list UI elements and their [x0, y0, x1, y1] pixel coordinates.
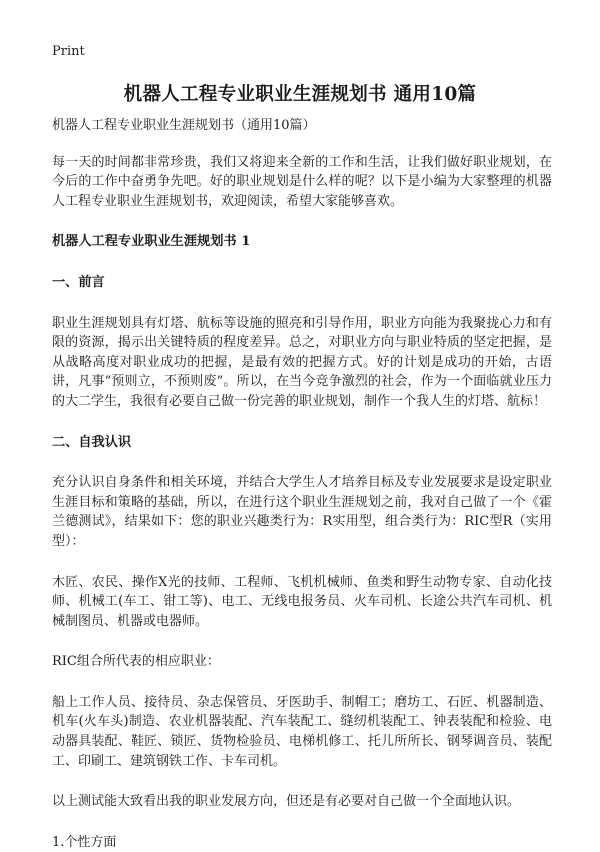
conclusion-paragraph: 以上测试能大致看出我的职业发展方向，但还是有必要对自己做一个全面地认识。 — [52, 794, 521, 810]
ric-jobs-paragraph: 船上工作人员、接待员、杂志保管员、牙医助手、制帽工；磨坊工、石匠、机器制造、机车(火车头)制造、农业机器装配、汽车装配工、缝纫机装配工、钟表装配和检验、电动器具装配、鞋匠、锁匠、货物检验员、电梯机修工、托儿所所长、钢琴调音员、装配工、印刷工、建筑钢铁工作、卡车司机。 — [52, 694, 552, 769]
preface-paragraph: 职业生涯规划具有灯塔、航标等设施的照亮和引导作用，职业方向能为我聚拢心力和有限的资源，揭示出关键特质的程度差异。总之，对职业方向与职业特质的坚定把握，是从战略高度对职业成功的把握，是最有效的把握方式。好的计划是成功的开始，古语讲，凡事“预则立，不预则废”。所以，在当今竞争激烈的社会，作为一个面临就业压力的大二学生，我很有必要自己做一份完善的职业规划，制作一个我人生的灯塔、航标！ — [52, 315, 552, 409]
document-subtitle: 机器人工程专业职业生涯规划书（通用10篇） — [52, 118, 316, 133]
intro-paragraph: 每一天的时间都非常珍贵，我们又将迎来全新的工作和生活，让我们做好职业规划，在今后的工作中奋勇争先吧。好的职业规划是什么样的呢？以下是小编为大家整理的机器人工程专业职业生涯规划书，欢迎阅读，希望大家能够喜欢。 — [52, 154, 552, 209]
document-body — [52, 116, 552, 852]
part1-heading: 机器人工程专业职业生涯规划书 1 — [52, 234, 251, 250]
preface-heading: 一、前言 — [52, 274, 105, 290]
self-awareness-paragraph: 充分认识自身条件和相关环境，并结合大学生人才培养目标及专业发展要求是设定职业生涯目标和策略的基础，所以，在进行这个职业生涯规划之前，我对自己做了一个《霍兰德测试》，结果如下：您的职业兴趣类行为：R实用型，组合类行为：RIC型R（实用型）： — [52, 475, 552, 549]
self-awareness-heading: 二、自我认识 — [52, 434, 132, 450]
ric-label: RIC组合所代表的相应职业： — [52, 654, 220, 670]
r-type-jobs-paragraph: 木匠、农民、操作X光的技师、工程师、飞机机械师、鱼类和野生动物专家、自动化技师、机械工(车工、钳工等)、电工、无线电报务员、火车司机、长途公共汽车司机、机械制图员、机器或电器师。 — [52, 574, 552, 629]
personality-subheading: 1.个性方面 — [52, 834, 117, 850]
page-title: 机器人工程专业职业生涯规划书 通用10篇 — [123, 84, 477, 105]
print-link[interactable]: Print — [52, 44, 85, 59]
